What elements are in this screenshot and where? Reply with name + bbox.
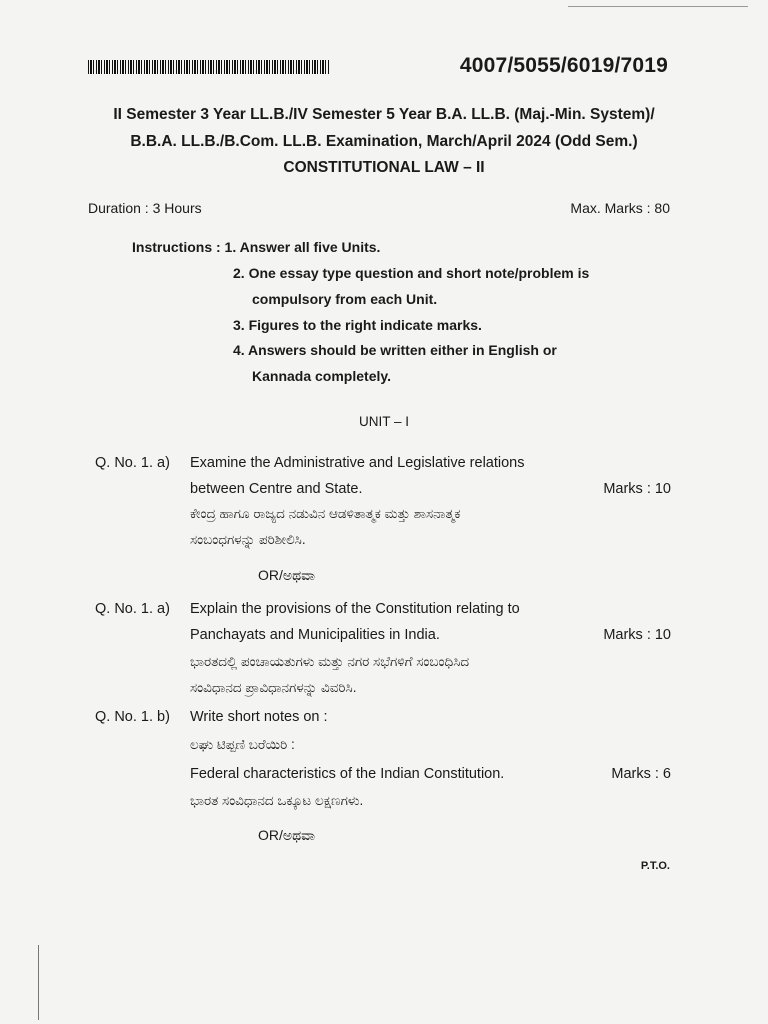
question-text-kannada: ಸಂಬಂಧಗಳನ್ನು ಪರಿಶೀಲಿಸಿ. <box>190 532 306 547</box>
question-text-kannada: ಸಂವಿಧಾನದ ಪ್ರಾವಿಧಾನಗಳನ್ನು ವಿವರಿಸಿ. <box>190 680 357 695</box>
question-label: Q. No. 1. a) <box>95 455 170 471</box>
instruction-item: compulsory from each Unit. <box>252 291 438 307</box>
instruction-item: 2. One essay type question and short note/problem is <box>233 265 590 281</box>
question-label: Q. No. 1. b) <box>95 709 170 725</box>
instruction-item: 3. Figures to the right indicate marks. <box>233 317 482 333</box>
question-text: Write short notes on : <box>190 709 328 725</box>
scan-edge-line <box>38 945 39 1020</box>
or-separator: OR/ಅಥವಾ <box>258 827 316 843</box>
instruction-item: Kannada completely. <box>252 368 392 384</box>
question-marks: Marks : 6 <box>611 766 671 782</box>
or-separator: OR/ಅಥವಾ <box>258 567 316 583</box>
question-marks: Marks : 10 <box>603 627 671 643</box>
instruction-item: 4. Answers should be written either in English or <box>233 342 557 358</box>
question-text-kannada: ಲಘು ಟಿಪ್ಪಣಿ ಬರೆಯಿರಿ : <box>190 737 295 752</box>
exam-title-line2: B.B.A. LL.B./B.Com. LL.B. Examination, March/April 2024 (Odd Sem.) <box>130 133 638 150</box>
pto-note: P.T.O. <box>640 860 670 872</box>
question-text: Examine the Administrative and Legislative relations <box>190 455 525 471</box>
max-marks: Max. Marks : 80 <box>570 200 670 216</box>
subject-title: CONSTITUTIONAL LAW – II <box>283 159 485 176</box>
paper-code: 4007/5055/6019/7019 <box>459 54 668 77</box>
question-text-kannada: ಭಾರತದಲ್ಲಿ ಪಂಚಾಯತುಗಳು ಮತ್ತು ನಗರ ಸಭೆಗಳಿಗೆ ಸಂಬಂಧಿಸಿದ <box>190 654 470 669</box>
unit-heading: UNIT – I <box>358 414 409 429</box>
question-text-kannada: ಭಾರತ ಸಂವಿಧಾನದ ಒಕ್ಕೂಟ ಲಕ್ಷಣಗಳು. <box>190 793 364 808</box>
question-text: Panchayats and Municipalities in India. <box>190 627 440 643</box>
question-text: Explain the provisions of the Constitution relating to <box>190 601 520 617</box>
duration: Duration : 3 Hours <box>88 200 202 216</box>
question-marks: Marks : 10 <box>603 481 671 497</box>
question-text: between Centre and State. <box>190 481 363 497</box>
question-text-kannada: ಕೇಂದ್ರ ಹಾಗೂ ರಾಜ್ಯದ ನಡುವಿನ ಆಡಳಿತಾತ್ಮಕ ಮತ್ತು ಶಾಸನಾತ್ಮಕ <box>190 506 461 521</box>
barcode <box>88 60 330 74</box>
question-label: Q. No. 1. a) <box>95 601 170 617</box>
scan-edge-line <box>568 6 748 7</box>
instructions-heading: Instructions : 1. Answer all five Units. <box>132 239 381 255</box>
exam-title-line1: II Semester 3 Year LL.B./IV Semester 5 Year B.A. LL.B. (Maj.-Min. System)/ <box>113 106 655 123</box>
question-text: Federal characteristics of the Indian Constitution. <box>190 766 505 782</box>
